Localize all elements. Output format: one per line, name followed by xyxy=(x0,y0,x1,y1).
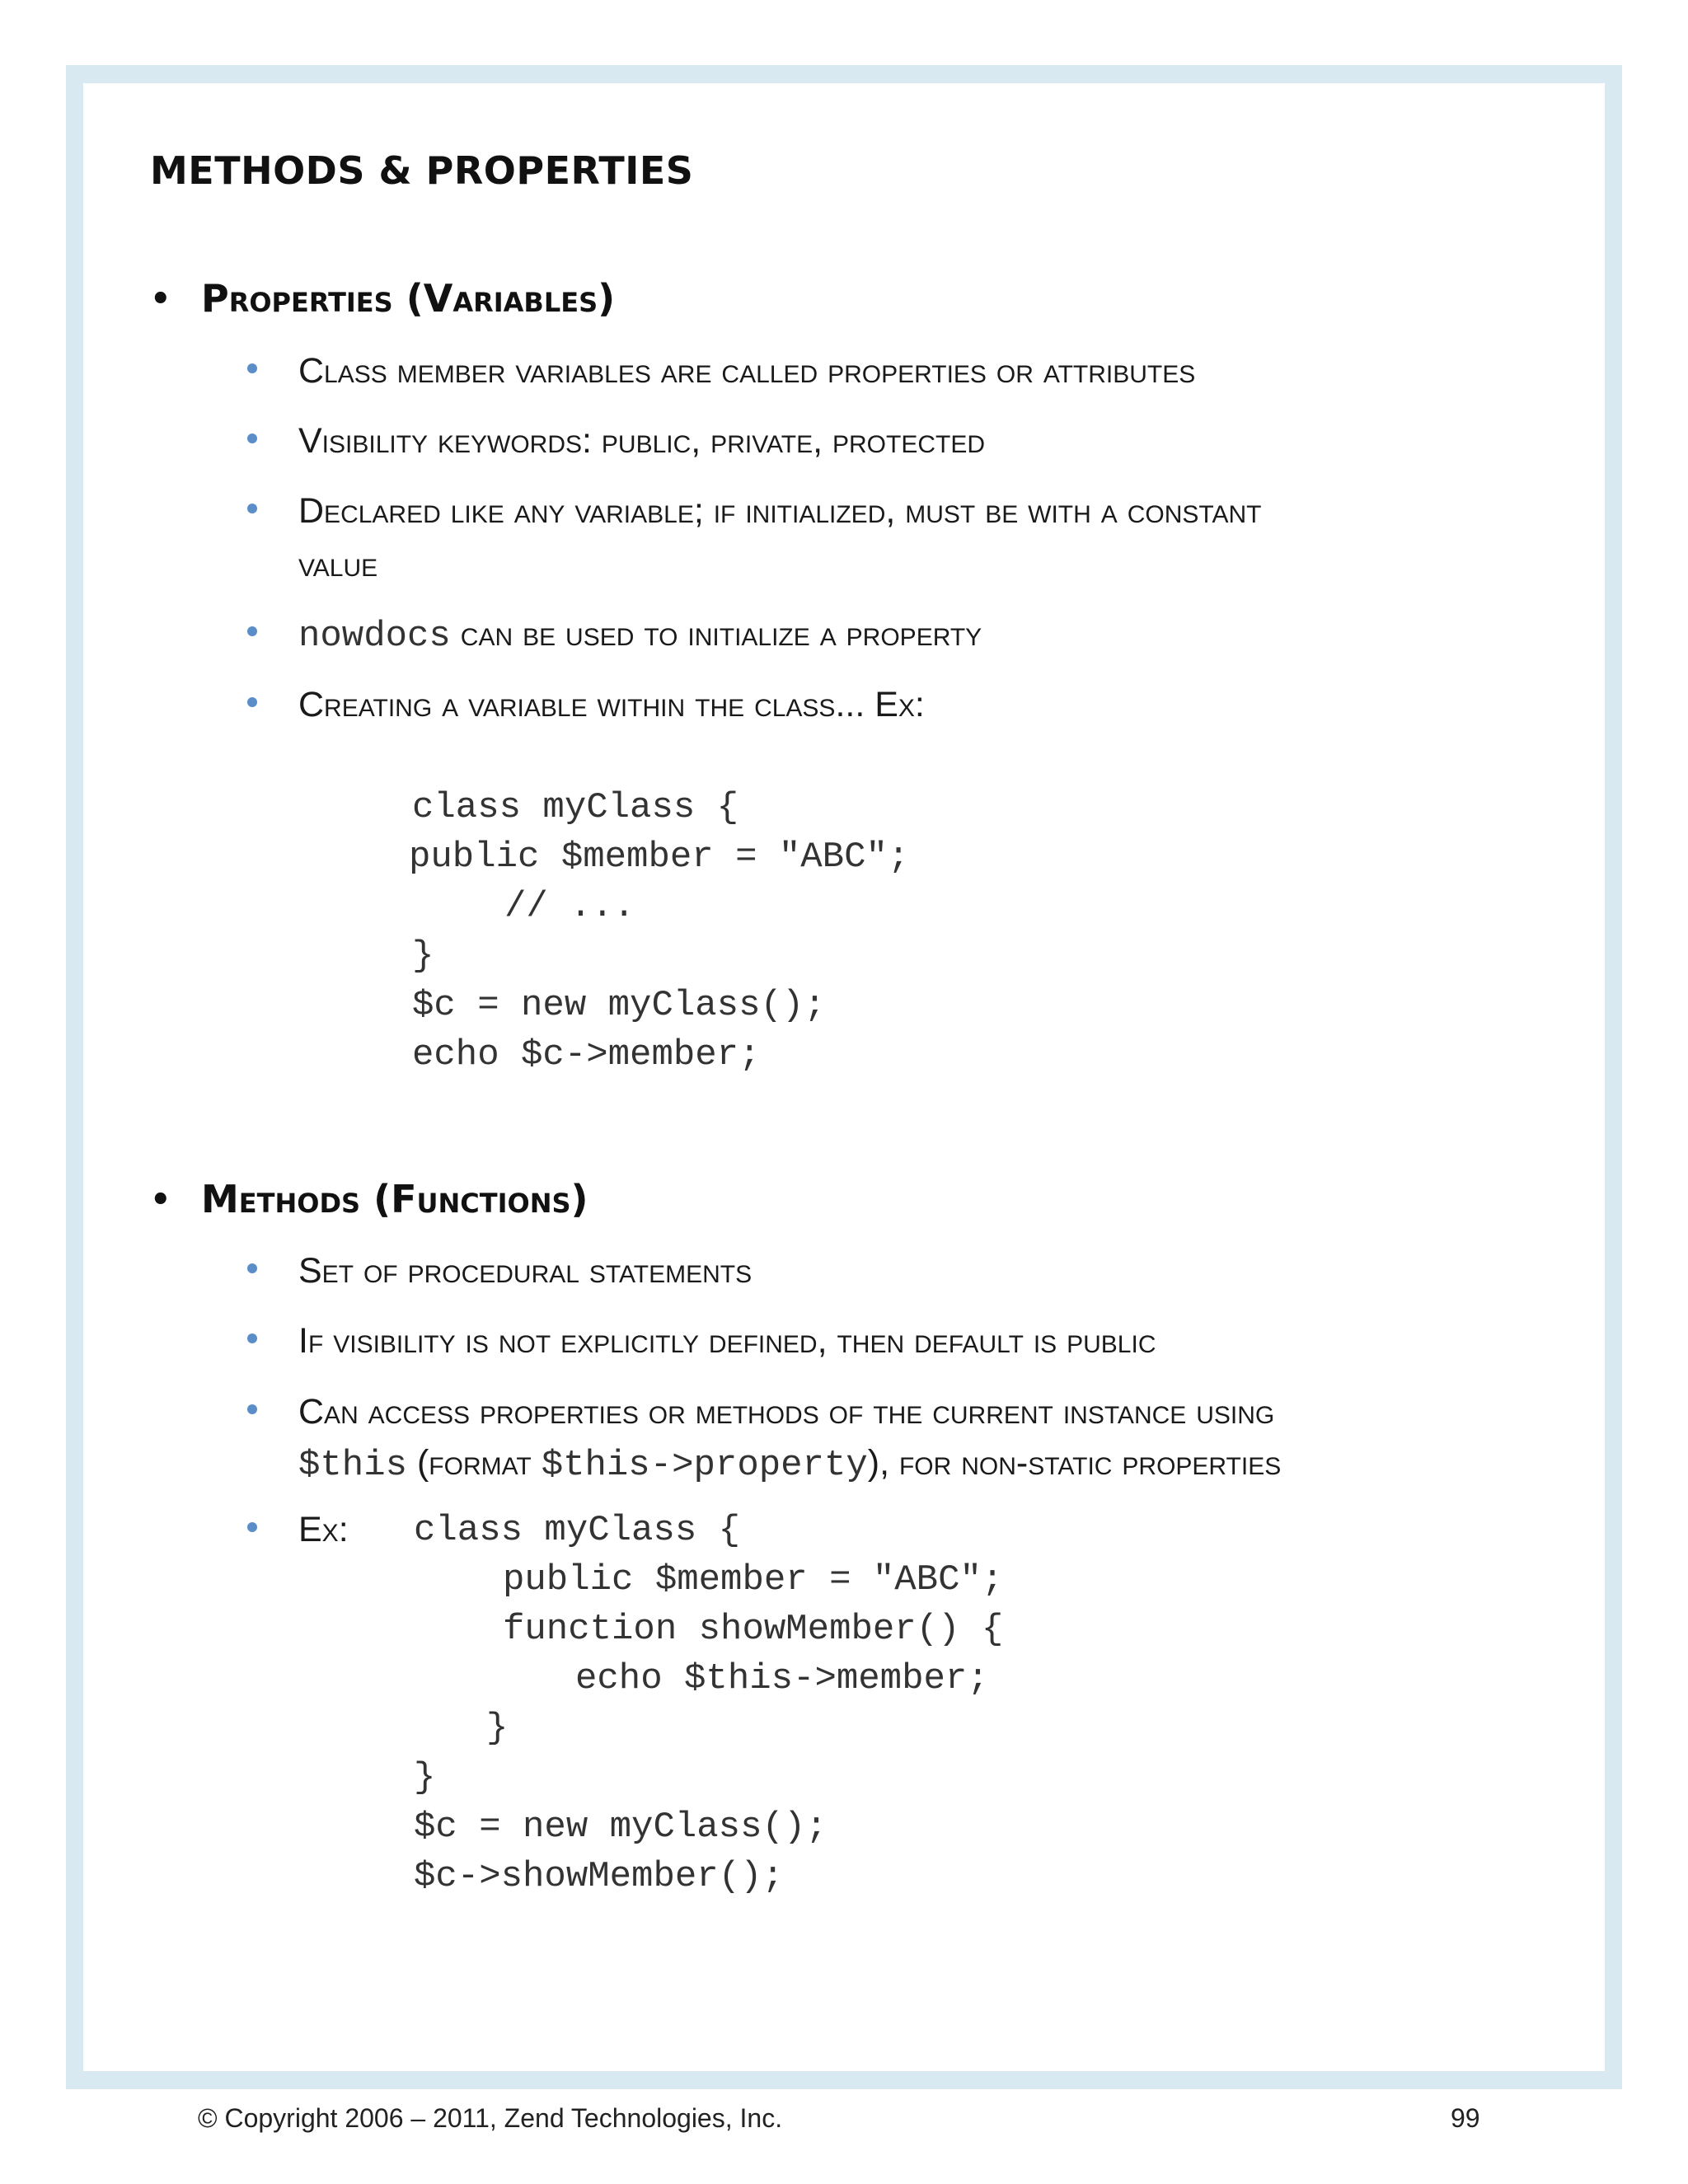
code-line: public $member = "ABC"; xyxy=(503,1559,1004,1601)
code-line: $c->showMember(); xyxy=(414,1856,784,1897)
page-number: 99 xyxy=(1451,2103,1480,2133)
bullet-icon xyxy=(247,1333,257,1343)
bullet-icon xyxy=(247,504,257,513)
code-line: $c = new myClass(); xyxy=(412,985,826,1026)
copyright-footer: © Copyright 2006 – 2011, Zend Technologies, Inc. xyxy=(198,2103,783,2133)
code-line: echo $this->member; xyxy=(575,1658,989,1699)
code-line: echo $c->member; xyxy=(412,1034,761,1076)
bullet-icon xyxy=(247,434,257,443)
bullet-icon xyxy=(247,697,257,707)
page-title: METHODS & PROPERTIES xyxy=(150,148,694,193)
bullet-icon xyxy=(247,626,257,636)
code-line: $c = new myClass(); xyxy=(414,1807,828,1848)
bullet-icon xyxy=(247,1522,257,1532)
code-line: // ... xyxy=(504,886,635,927)
this-property: $this->property xyxy=(541,1445,868,1486)
code-line: } xyxy=(486,1708,509,1749)
code-line: class myClass { xyxy=(414,1510,741,1551)
code-line: function showMember() { xyxy=(503,1609,1004,1650)
bullet-icon xyxy=(247,363,257,373)
this-variable: $this xyxy=(298,1445,408,1486)
nowdocs-term: nowdocs xyxy=(298,616,451,657)
bullet-icon: • xyxy=(150,280,171,318)
code-line: } xyxy=(414,1757,436,1798)
ex-label: Ex: xyxy=(298,1510,349,1549)
bullet-icon xyxy=(247,1263,257,1273)
bullet-icon xyxy=(247,1404,257,1414)
code-line: } xyxy=(412,935,434,977)
bullet-icon: • xyxy=(150,1181,171,1219)
code-line: public $member = "ABC"; xyxy=(409,837,910,878)
code-line: class myClass { xyxy=(412,787,739,828)
